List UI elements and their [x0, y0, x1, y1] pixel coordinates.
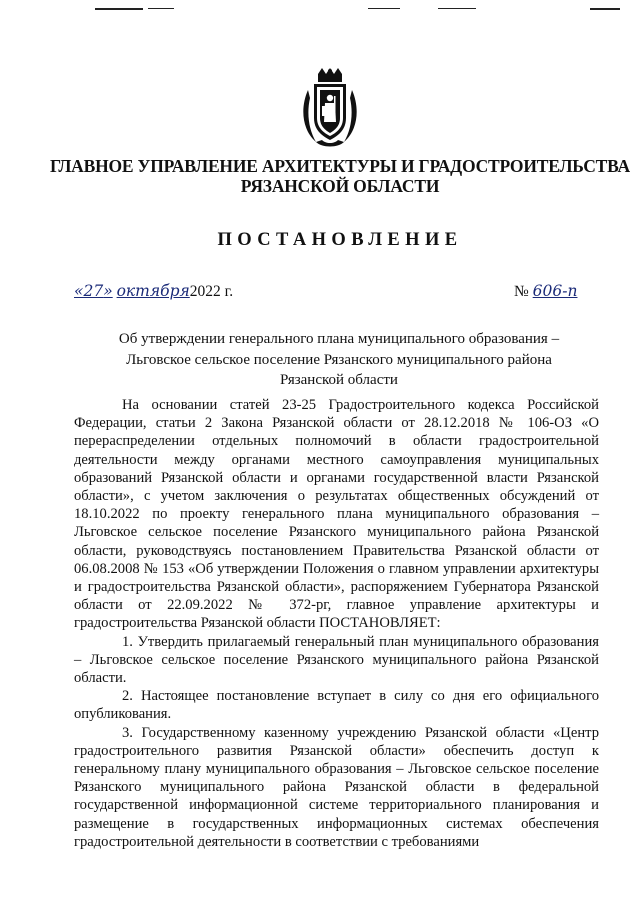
organization-name: ГЛАВНОЕ УПРАВЛЕНИЕ АРХИТЕКТУРЫ И ГРАДОСТРОИТЕЛЬСТВА — [50, 156, 630, 176]
date-close-quote: » — [103, 282, 113, 300]
document-body — [74, 396, 599, 851]
document-number — [514, 282, 577, 301]
subject-line: Льговское сельское поселение Рязанского муниципального района — [126, 351, 552, 368]
scan-mark — [438, 8, 476, 9]
ryazan-coat-of-arms-icon — [298, 68, 362, 150]
date-year: 2022 г. — [189, 283, 234, 300]
organization-region: РЯЗАНСКОЙ ОБЛАСТИ — [240, 176, 440, 196]
body-paragraph-item-2: 2. Настоящее постановление вступает в силу со дня его официального опубликования. — [74, 688, 599, 723]
body-paragraph-preamble: На основании статей 23-25 Градостроительного кодекса Российской Федерации, статьи 2 Закона Рязанской области от 28.12.2018 № 106-ОЗ «О перераспределении отдельных полномочий в области градостроительной деятельности между органами местного самоуправления муниципальных образований Рязанской области и органами государственной власти Рязанской области», с учетом заключения о результатах общественных обсуждений от 18.10.2022 по проекту генерального плана муниципального образования – Льговское сельское поселение Рязанского муниципального района Рязанской области, руководствуясь постановлением Правительства Рязанской области от 06.08.2008 № 153 «Об утверждении Положения о главном управлении архитектуры и градостроительства Рязанской области», распоряжением Губернатора Рязанской области от 22.09.2022 № 372-рг, главное управление архитектуры и градостроительства Рязанской области ПОСТАНОВЛЯЕТ: — [74, 397, 599, 632]
number-prefix: № — [514, 283, 529, 300]
scan-mark — [95, 8, 143, 10]
number-value: 606-п — [532, 282, 578, 300]
document-subject — [74, 329, 604, 391]
body-paragraph-item-1: 1. Утвердить прилагаемый генеральный план муниципального образования – Льговское сельское поселение Рязанского муниципального района Рязанской области. — [74, 633, 599, 687]
scan-mark — [368, 8, 400, 9]
subject-line: Рязанской области — [280, 372, 398, 388]
document-date — [74, 282, 233, 301]
date-day: 27 — [83, 282, 104, 300]
date-month: октября — [116, 282, 190, 300]
body-paragraph-item-3: 3. Государственному казенному учреждению Рязанской области «Центр градостроительного развития Рязанской области» обеспечить доступ к генеральному плану муниципального образования – Льговское сельское поселение Рязанского муниципального района Рязанской области в федеральной государственной информационной системе территориального планирования и размещение в государственных информационных системах обеспечения градостроительной деятельности в соответствии с требованиями — [74, 724, 599, 850]
subject-line: Об утверждении генерального плана муниципального образования – — [118, 331, 560, 347]
scan-mark — [148, 8, 174, 9]
date-open-quote: « — [74, 282, 84, 300]
scan-mark — [590, 8, 620, 10]
document-type-title: ПОСТАНОВЛЕНИЕ — [217, 230, 463, 250]
